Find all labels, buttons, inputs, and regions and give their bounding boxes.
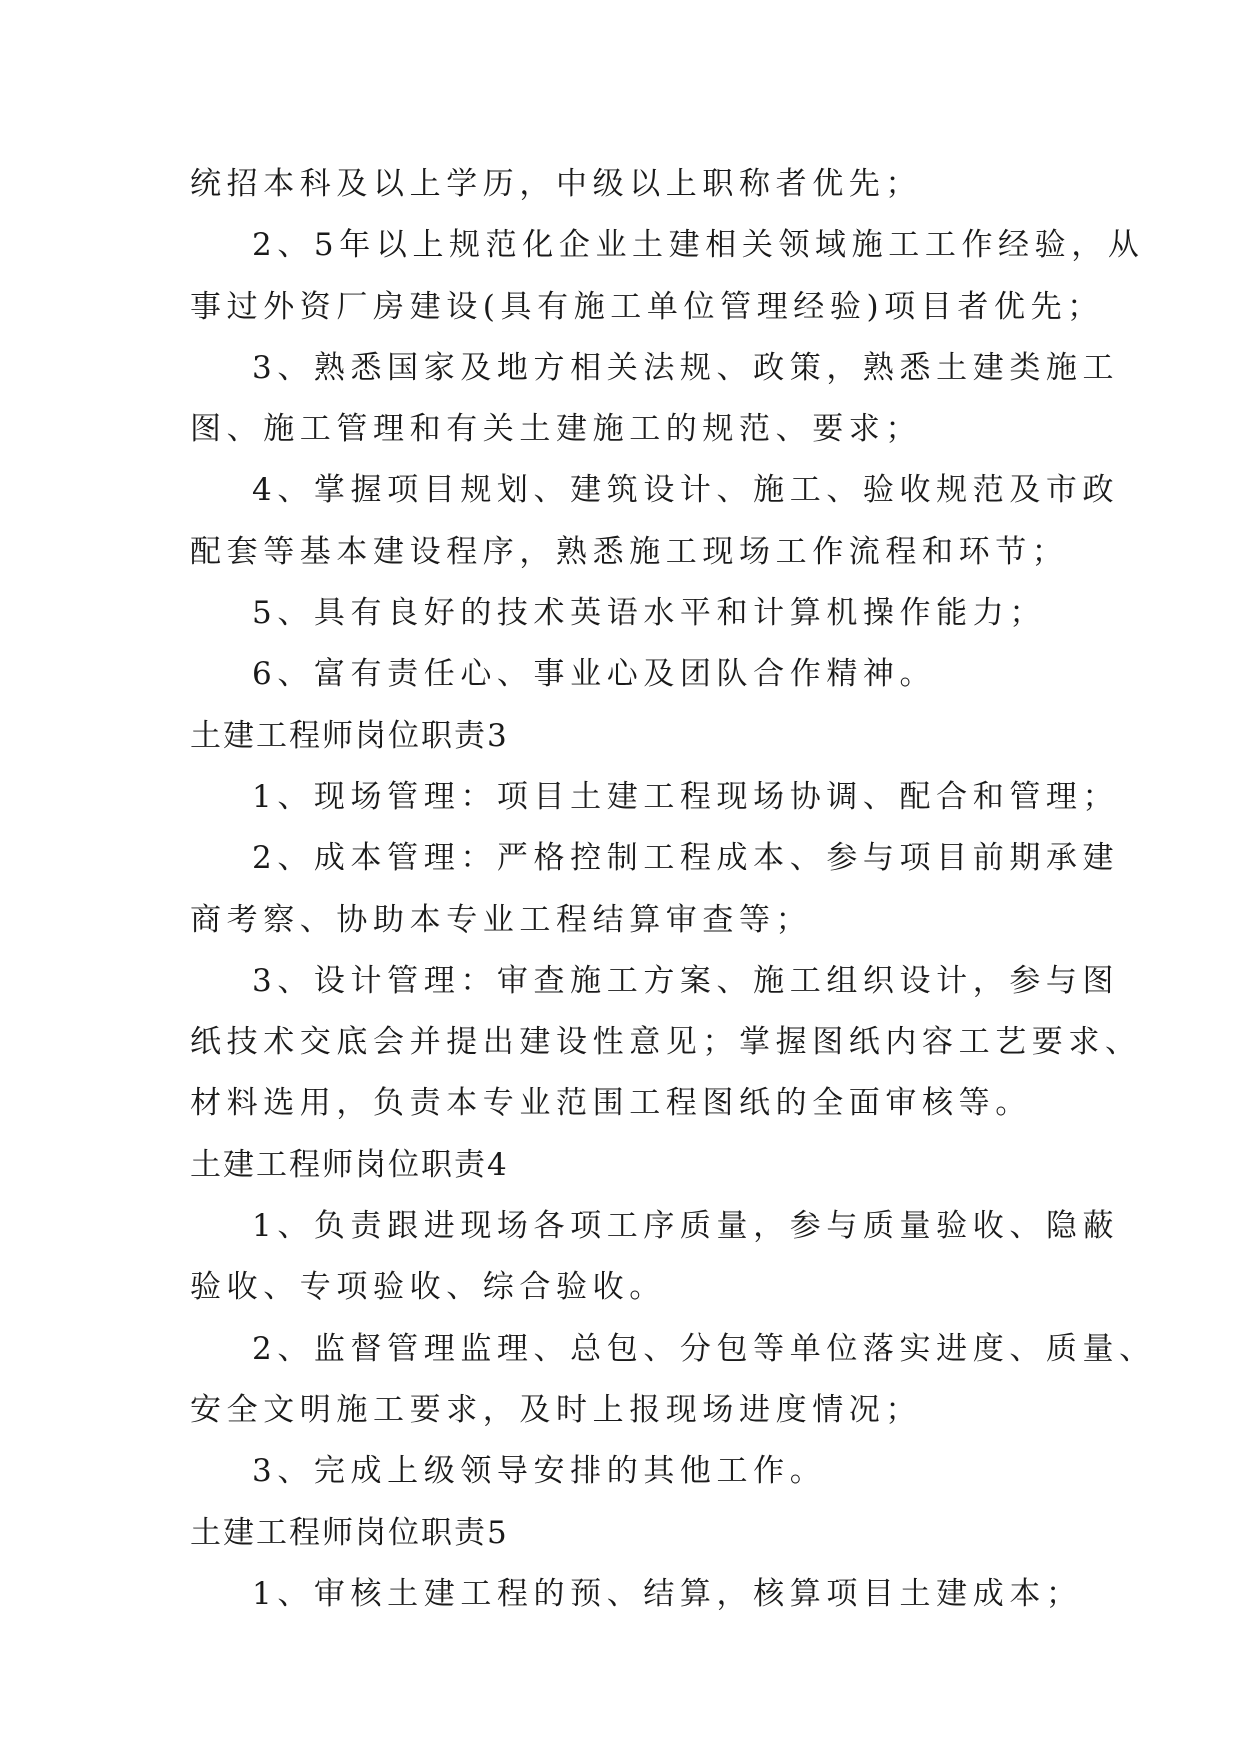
- list-item: 3、完成上级领导安排的其他工作。: [252, 1453, 827, 1490]
- list-item: 3、设计管理：审查施工方案、施工组织设计，参与图: [252, 962, 1120, 999]
- text-line: 统招本科及以上学历，中级以上职称者优先；: [190, 166, 922, 202]
- text-line: 图、施工管理和有关土建施工的规范、要求；: [190, 411, 922, 448]
- list-item: 1、审核土建工程的预、结算，核算项目土建成本；: [252, 1575, 1083, 1612]
- list-item: 2、5年以上规范化企业土建相关领域施工工作经验，从: [252, 227, 1145, 264]
- text-line: 安全文明施工要求，及时上报现场进度情况；: [190, 1391, 922, 1428]
- section-heading: 土建工程师岗位职责3: [190, 717, 509, 754]
- section-heading: 土建工程师岗位职责4: [190, 1146, 509, 1183]
- list-item: 5、具有良好的技术英语水平和计算机操作能力；: [252, 595, 1046, 632]
- text-line: 材料选用，负责本专业范围工程图纸的全面审核等。: [190, 1085, 1032, 1122]
- list-item: 1、现场管理：项目土建工程现场协调、配合和管理；: [252, 778, 1120, 815]
- list-item: 6、富有责任心、事业心及团队合作精神。: [252, 656, 937, 693]
- list-item: 1、负责跟进现场各项工序质量，参与质量验收、隐蔽: [252, 1208, 1120, 1245]
- text-line: 纸技术交底会并提出建设性意见；掌握图纸内容工艺要求、: [190, 1024, 1142, 1061]
- text-line: 配套等基本建设程序，熟悉施工现场工作流程和环节；: [190, 533, 1069, 570]
- text-line: 商考察、协助本专业工程结算审查等；: [190, 901, 813, 938]
- list-item: 2、监督管理监理、总包、分包等单位落实进度、质量、: [252, 1330, 1156, 1367]
- list-item: 4、掌握项目规划、建筑设计、施工、验收规范及市政: [252, 472, 1120, 509]
- list-item: 3、熟悉国家及地方相关法规、政策，熟悉土建类施工: [252, 349, 1120, 386]
- text-line: 事过外资厂房建设(具有施工单位管理经验)项目者优先；: [190, 288, 1104, 325]
- list-item: 2、成本管理：严格控制工程成本、参与项目前期承建: [252, 840, 1120, 877]
- text-line: 验收、专项验收、综合验收。: [190, 1269, 666, 1306]
- section-heading: 土建工程师岗位职责5: [190, 1514, 509, 1551]
- document-body: [190, 154, 1156, 1625]
